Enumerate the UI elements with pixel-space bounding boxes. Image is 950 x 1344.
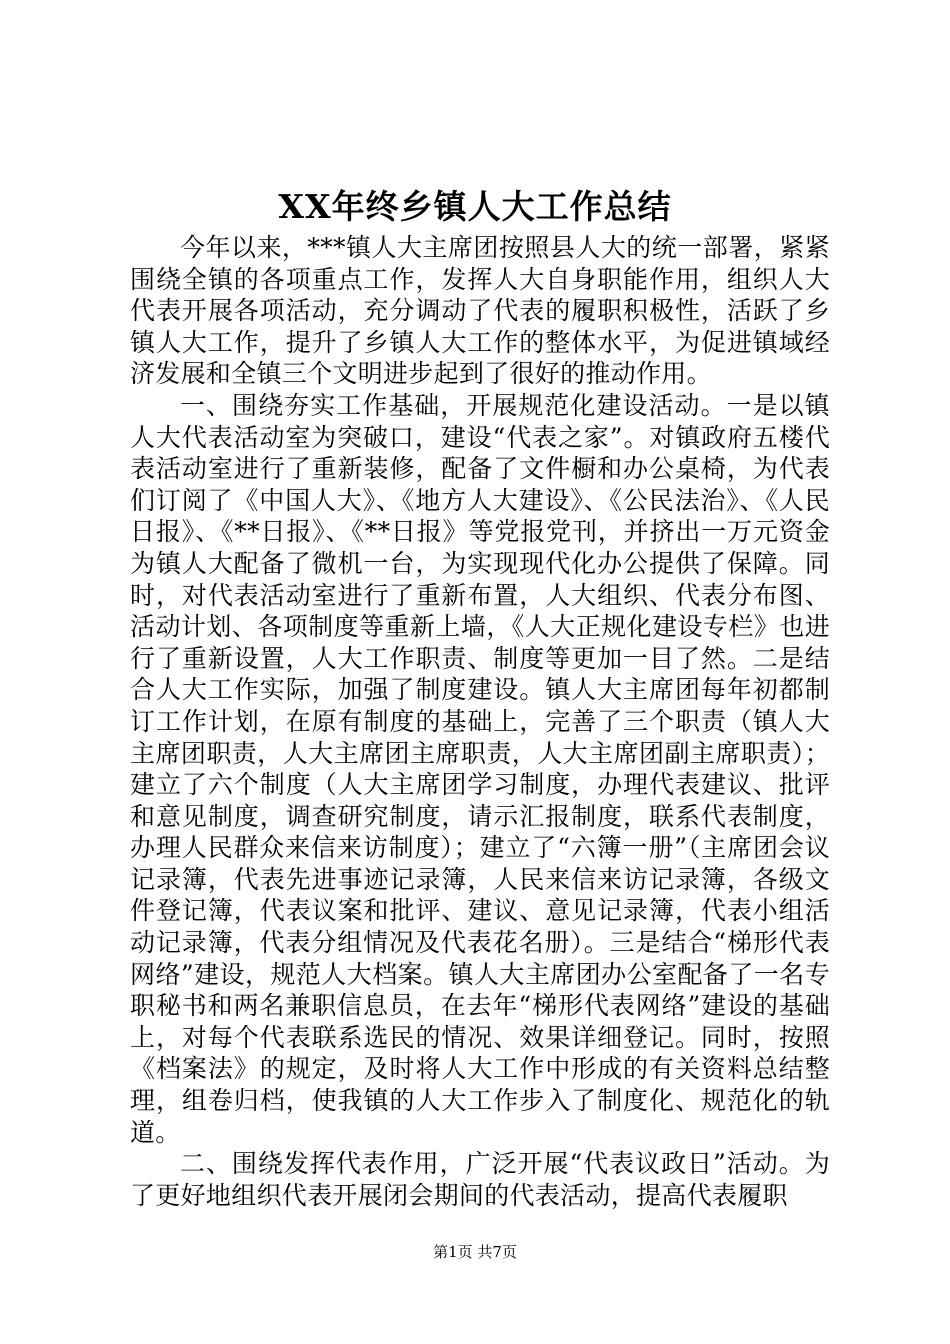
- document-title: XX年终乡镇人大工作总结: [278, 187, 672, 226]
- paragraph-section-two: 二、围绕发挥代表作用，广泛开展“代表议政日”活动。为了更好地组织代表开展闭会期间的代表活动，提高代表履职: [130, 1149, 830, 1210]
- document-body: [130, 232, 830, 1211]
- page-footer: 第1页 共7页: [433, 1243, 517, 1261]
- paragraph-section-one: 一、围绕夯实工作基础，开展规范化建设活动。一是以镇人大代表活动室为突破口，建设“代表之家”。对镇政府五楼代表活动室进行了重新装修，配备了文件橱和办公桌椅，为代表们订阅了《中国人大》、《地方人大建设》、《公民法治》、《人民日报》、《**日报》、《**日报》等党报党刊，并挤出一万元资金为镇人大配备了微机一台，为实现现代化办公提供了保障。同时，对代表活动室进行了重新布置，人大组织、代表分布图、活动计划、各项制度等重新上墙，《人大正规化建设专栏》也进行了重新设置，人大工作职责、制度等更加一目了然。二是结合人大工作实际，加强了制度建设。镇人大主席团每年初都制订工作计划，在原有制度的基础上，完善了三个职责（镇人大主席团职责，人大主席团主席职责，人大主席团副主席职责）；建立了六个制度（人大主席团学习制度，办理代表建议、批评和意见制度，调查研究制度，请示汇报制度，联系代表制度，办理人民群众来信来访制度）；建立了“六簿一册”（主席团会议记录簿，代表先进事迹记录簿，人民来信来访记录簿，各级文件登记簿，代表议案和批评、建议、意见记录簿，代表小组活动记录簿，代表分组情况及代表花名册）。三是结合“梯形代表网络”建设，规范人大档案。镇人大主席团办公室配备了一名专职秘书和两名兼职信息员，在去年“梯形代表网络”建设的基础上，对每个代表联系选民的情况、效果详细登记。同时，按照《档案法》的规定，及时将人大工作中形成的有关资料总结整理，组卷归档，使我镇的人大工作步入了制度化、规范化的轨道。: [130, 390, 830, 1147]
- paragraph-intro: 今年以来，***镇人大主席团按照县人大的统一部署，紧紧围绕全镇的各项重点工作，发挥人大自身职能作用，组织人大代表开展各项活动，充分调动了代表的履职积极性，活跃了乡镇人大工作，提升了乡镇人大工作的整体水平，为促进镇域经济发展和全镇三个文明进步起到了很好的推动作用。: [130, 233, 830, 389]
